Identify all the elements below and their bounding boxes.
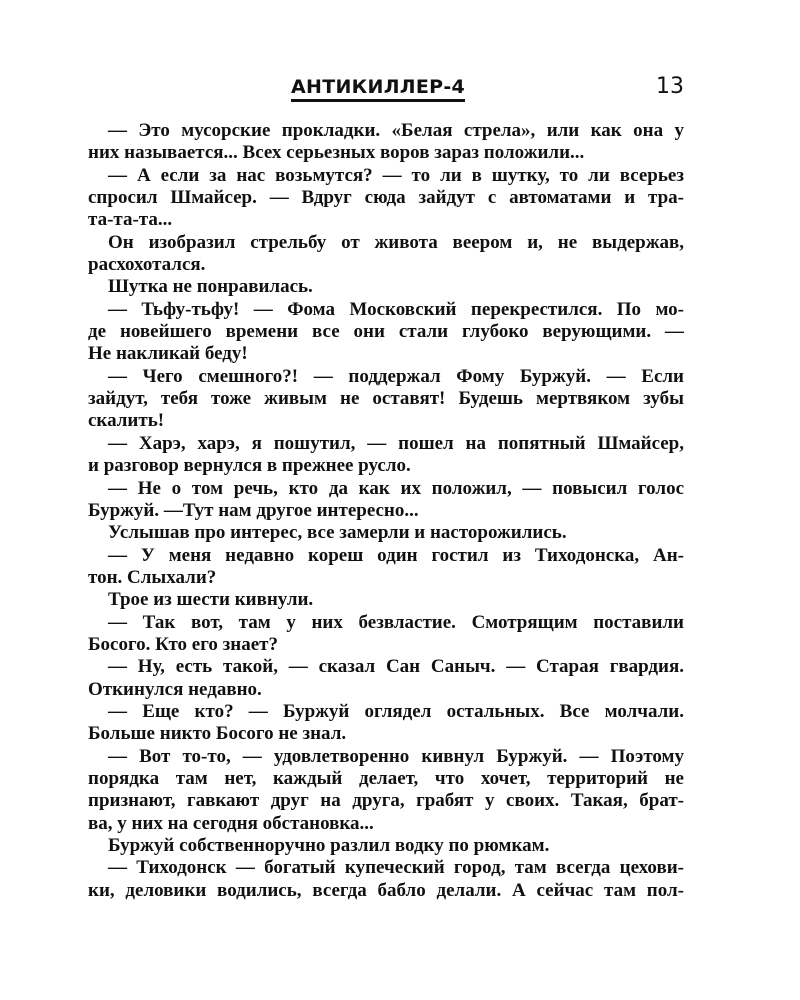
- body-text: [88, 120, 684, 902]
- text-line: де новейшего времени все они стали глубоко верующими. —: [88, 321, 684, 343]
- text-line: Буржуй. —Тут нам другое интересно...: [88, 499, 419, 521]
- text-line: — Так вот, там у них безвластие. Смотрящим поставили: [108, 611, 684, 633]
- text-line: — Ну, есть такой, — сказал Сан Саныч. — Старая гвардия.: [108, 656, 684, 678]
- text-line: — Тиходонск — богатый купеческий город, там всегда цехови-: [108, 857, 684, 879]
- text-line: Не накликай беду!: [88, 343, 248, 365]
- text-line: — Это мусорские прокладки. «Белая стрела», или как она у: [108, 120, 684, 141]
- text-line: Шутка не понравилась.: [108, 276, 313, 298]
- text-line: Услышав про интерес, все замерли и насторожились.: [108, 522, 567, 544]
- text-line: — Харэ, харэ, я пошутил, — пошел на попятный Шмайсер,: [108, 432, 684, 454]
- text-line: зайдут, тебя тоже живым не оставят! Будешь мертвяком зубы: [88, 388, 684, 410]
- text-line: — У меня недавно кореш один гостил из Тиходонска, Ан-: [108, 544, 684, 566]
- text-line: признают, гавкают друг на друга, грабят у своих. Такая, брат-: [88, 790, 684, 812]
- running-title: АНТИКИЛЛЕР-4: [291, 76, 465, 102]
- text-line: спросил Шмайсер. — Вдруг сюда зайдут с автоматами и тра-: [88, 187, 684, 209]
- text-line: — А если за нас возьмутся? — то ли в шутку, то ли всерьез: [108, 164, 684, 186]
- text-line: расхохотался.: [88, 254, 206, 276]
- text-line: та-та-та...: [88, 209, 173, 231]
- text-line: и разговор вернулся в прежнее русло.: [88, 455, 411, 477]
- text-line: Больше никто Босого не знал.: [88, 723, 347, 745]
- text-line: Босого. Кто его знает?: [88, 633, 278, 655]
- text-line: порядка там нет, каждый делает, что хочет, территорий не: [88, 767, 684, 789]
- text-line: — Тьфу-тьфу! — Фома Московский перекрестился. По мо-: [108, 298, 684, 320]
- text-line: скалить!: [88, 410, 165, 432]
- text-line: Откинулся недавно.: [88, 678, 262, 700]
- text-line: — Вот то-то, — удовлетворенно кивнул Буржуй. — Поэтому: [108, 745, 684, 767]
- text-line: Буржуй собственноручно разлил водку по рюмкам.: [108, 835, 550, 856]
- page-number: 13: [656, 74, 684, 99]
- text-line: ва, у них на сегодня обстановка...: [88, 812, 374, 834]
- text-line: них называется... Всех серьезных воров зараз положили...: [88, 142, 585, 164]
- text-line: Трое из шести кивнули.: [108, 589, 314, 611]
- text-line: — Еще кто? — Буржуй оглядел остальных. Все молчали.: [108, 700, 684, 722]
- text-line: — Чего смешного?! — поддержал Фому Буржуй. — Если: [108, 365, 684, 387]
- text-line: Он изобразил стрельбу от живота веером и, не выдержав,: [108, 231, 684, 253]
- text-line: тон. Слыхали?: [88, 566, 217, 588]
- text-line: — Не о том речь, кто да как их положил, — повысил голос: [108, 477, 684, 499]
- text-line: ки, деловики водились, всегда бабло делали. А сейчас там пол-: [88, 879, 684, 901]
